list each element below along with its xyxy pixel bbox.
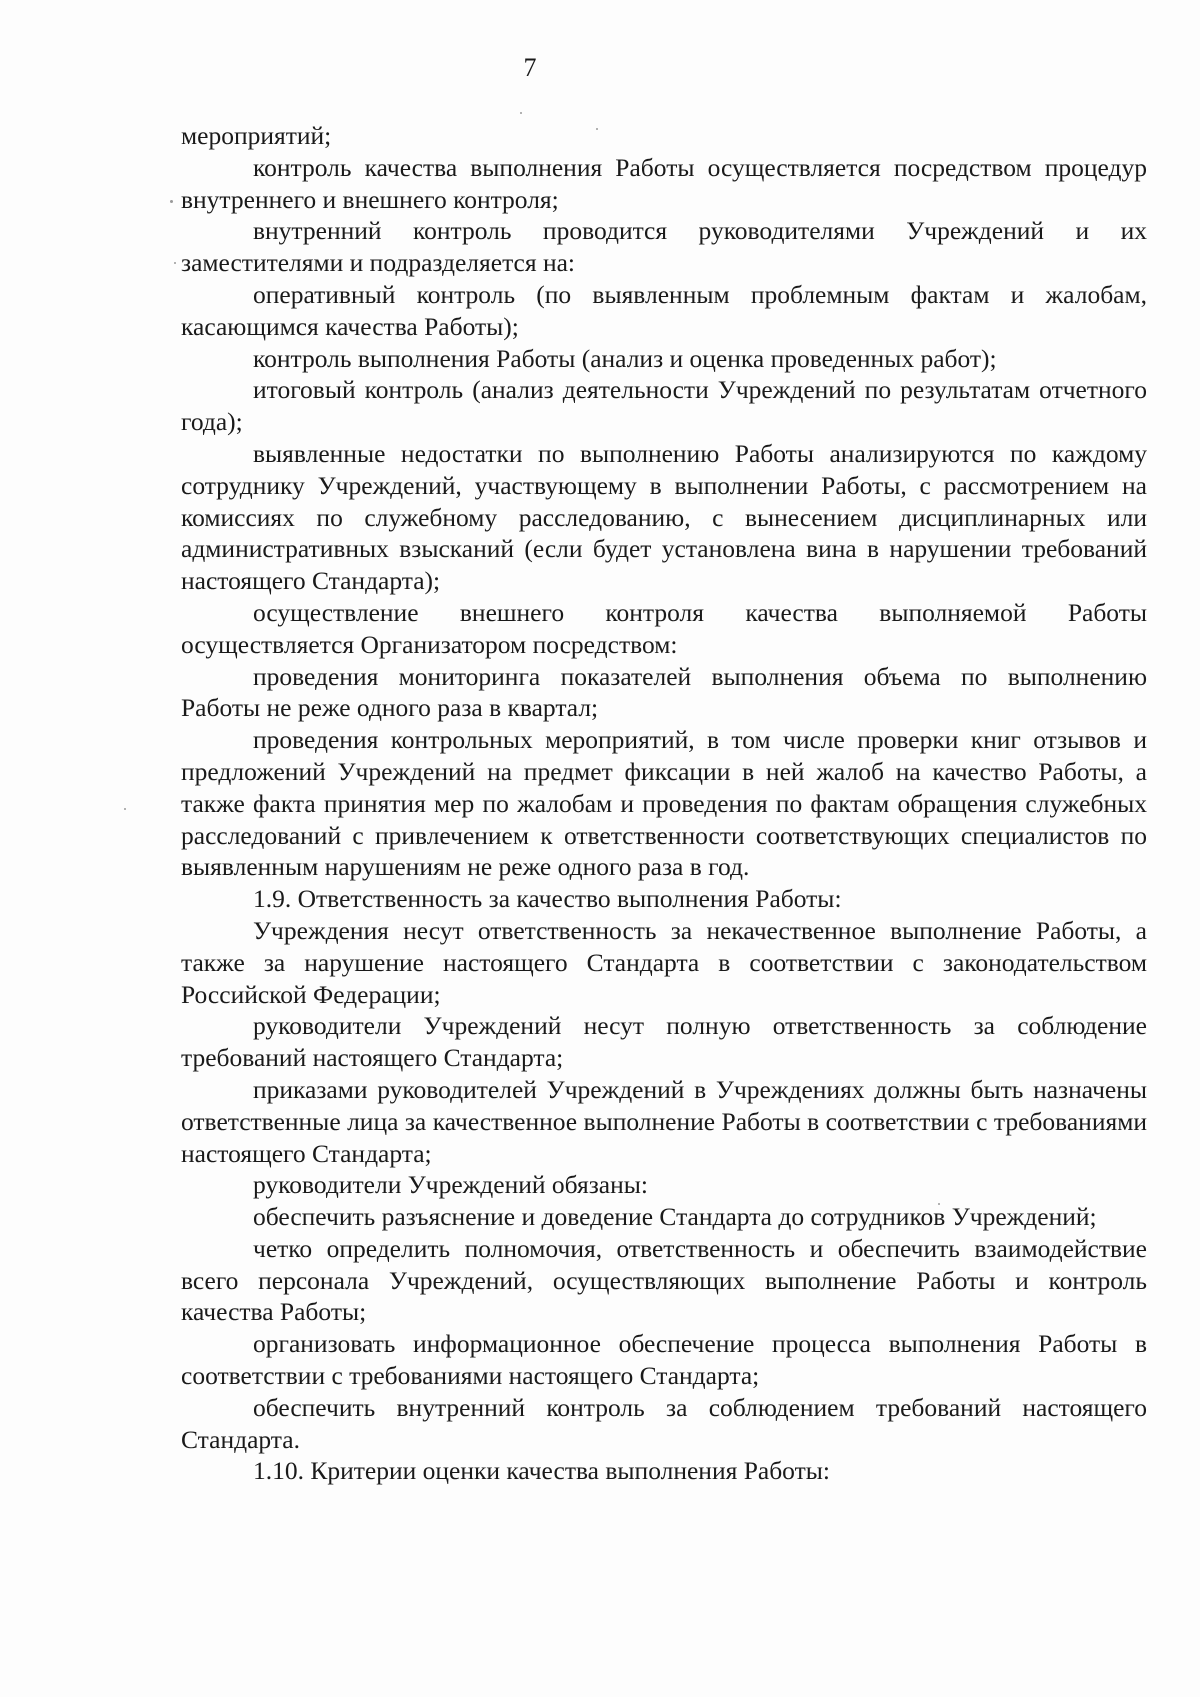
paragraph: оперативный контроль (по выявленным проблемным фактам и жалобам, касающимся качества Работы); xyxy=(181,279,1147,341)
paragraph: контроль выполнения Работы (анализ и оценка проведенных работ); xyxy=(253,343,997,373)
section-heading: 1.10. Критерии оценки качества выполнения Работы: xyxy=(253,1456,830,1486)
document-body xyxy=(181,120,1147,1487)
page-number: 7 xyxy=(523,53,537,82)
paragraph: осуществление внешнего контроля качества выполняемой Работы осуществляется Организатором посредством: xyxy=(181,597,1147,659)
scan-speck xyxy=(124,808,126,810)
paragraph: руководители Учреждений несут полную ответственность за соблюдение требований настоящего Стандарта; xyxy=(181,1011,1147,1073)
scan-speck xyxy=(174,262,176,264)
paragraph: обеспечить разъяснение и доведение Стандарта до сотрудников Учреждений; xyxy=(253,1202,1097,1232)
paragraph: проведения мониторинга показателей выполнения объема по выполнению Работы не реже одного раза в квартал; xyxy=(181,661,1147,723)
paragraph: мероприятий; xyxy=(181,121,332,150)
paragraph: руководители Учреждений обязаны: xyxy=(253,1170,648,1200)
paragraph: четко определить полномочия, ответственность и обеспечить взаимодействие всего персонала Учреждений, осуществляющих выполнение Работы и контроль качества Работы; xyxy=(181,1233,1147,1327)
scan-speck xyxy=(520,112,522,114)
paragraph: контроль качества выполнения Работы осуществляется посредством процедур внутреннего и внешнего контроля; xyxy=(181,152,1147,214)
paragraph: приказами руководителей Учреждений в Учреждениях должны быть назначены ответственные лица за качественное выполнение Работы в соответствии с требованиями настоящего Стандарта; xyxy=(181,1074,1147,1168)
section-heading: 1.9. Ответственность за качество выполнения Работы: xyxy=(253,884,842,914)
paragraph: организовать информационное обеспечение процесса выполнения Работы в соответствии с требованиями настоящего Стандарта; xyxy=(181,1329,1147,1391)
paragraph: выявленные недостатки по выполнению Работы анализируются по каждому сотруднику Учреждений, участвующему в выполнении Работы, с рассмотрением на комиссиях по служебному расследованию, с вынесением дисциплинарных или административных взысканий (если будет установлена вина в нарушении требований настоящего Стандарта); xyxy=(181,438,1147,596)
paragraph: обеспечить внутренний контроль за соблюдением требований настоящего Стандарта. xyxy=(181,1392,1147,1454)
paragraph: проведения контрольных мероприятий, в том числе проверки книг отзывов и предложений Учреждений на предмет фиксации в ней жалоб на качество Работы, а также факта принятия мер по жалобам и проведения по фактам обращения служебных расследований с привлечением к ответственности соответствующих специалистов по выявленным нарушениям не реже одного раза в год. xyxy=(181,725,1147,882)
paragraph: внутренний контроль проводится руководителями Учреждений и их заместителями и подразделяется на: xyxy=(181,216,1147,278)
paragraph: Учреждения несут ответственность за некачественное выполнение Работы, а также за нарушение настоящего Стандарта в соответствии с законодательством Российской Федерации; xyxy=(181,915,1147,1009)
scan-speck xyxy=(170,200,173,203)
paragraph: итоговый контроль (анализ деятельности Учреждений по результатам отчетного года); xyxy=(181,375,1147,437)
